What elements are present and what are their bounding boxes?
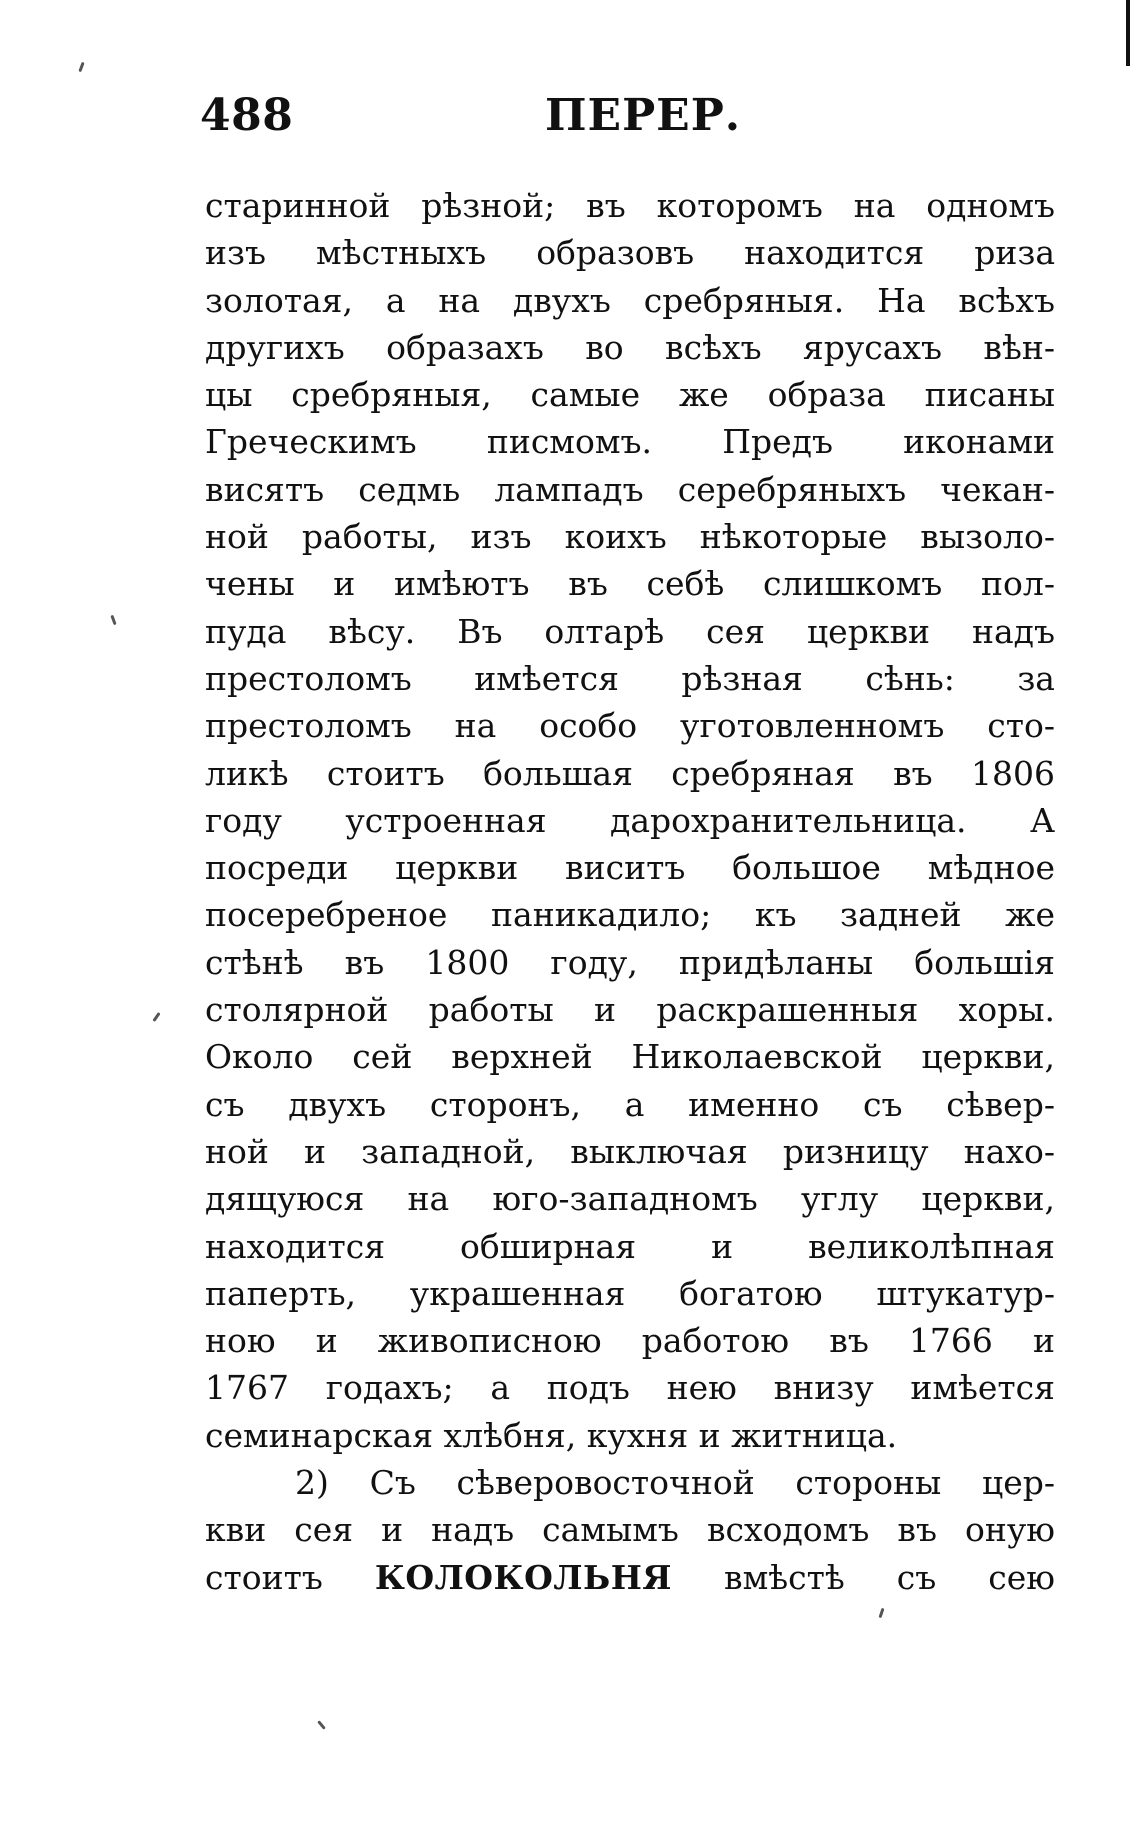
page-edge-mark bbox=[1126, 0, 1130, 66]
text-line: изъ мѣстныхъ образовъ находится риза bbox=[205, 233, 1055, 273]
text-line: 1767 годахъ; а подъ нею внизу имѣется bbox=[205, 1368, 1055, 1408]
paragraph-2-line-3-start: стоитъ bbox=[205, 1557, 323, 1597]
body-text bbox=[205, 182, 1055, 1601]
scan-speck bbox=[78, 62, 84, 72]
text-line: ной и западной, выключая ризницу нахо- bbox=[205, 1131, 1055, 1171]
text-line: пуда вѣсу. Въ олтарѣ сея церкви надъ bbox=[205, 611, 1055, 651]
text-line: посеребреное паникадило; къ задней же bbox=[205, 895, 1055, 935]
scan-speck bbox=[317, 1720, 326, 1730]
running-head: ПЕРЕР. bbox=[545, 90, 742, 141]
text-line: Около сей верхней Николаевской церкви, bbox=[205, 1037, 1055, 1077]
text-line: семинарская хлѣбня, кухня и житница. bbox=[205, 1415, 898, 1455]
scan-speck bbox=[110, 615, 116, 625]
text-line: дящуюся на юго-западномъ углу церкви, bbox=[205, 1179, 1055, 1219]
paragraph-2-line-2: кви сея и надъ самымъ всходомъ въ оную bbox=[205, 1510, 1055, 1550]
text-line: престоломъ на особо уготовленномъ сто- bbox=[205, 706, 1055, 746]
text-line: висятъ седмь лампадъ серебряныхъ чекан- bbox=[205, 469, 1055, 509]
paragraph-2-line-1: 2) Съ сѣверовосточной стороны цер- bbox=[295, 1463, 1055, 1503]
text-line: съ двухъ сторонъ, а именно съ сѣвер- bbox=[205, 1084, 1055, 1124]
text-line: ною и живописною работою въ 1766 и bbox=[205, 1321, 1055, 1361]
page-header bbox=[200, 88, 1060, 158]
page-number: 488 bbox=[200, 90, 294, 141]
text-line: столярной работы и раскрашенныя хоры. bbox=[205, 990, 1055, 1030]
text-line: престоломъ имѣется рѣзная сѣнь: за bbox=[205, 658, 1055, 698]
text-line: ной работы, изъ коихъ нѣкоторые вызоло- bbox=[205, 517, 1055, 557]
paragraph-2-line-3-end: вмѣстѣ съ сею bbox=[724, 1557, 1055, 1597]
text-line: золотая, а на двухъ сребряныя. На всѣхъ bbox=[205, 280, 1055, 320]
text-line: цы сребряныя, самые же образа писаны bbox=[205, 375, 1055, 415]
text-line: паперть, украшенная богатою штукатур- bbox=[205, 1273, 1055, 1313]
text-line: стѣнѣ въ 1800 году, придѣланы большія bbox=[205, 942, 1055, 982]
text-line: находится обширная и великолѣпная bbox=[205, 1226, 1055, 1266]
text-line: другихъ образахъ во всѣхъ ярусахъ вѣн- bbox=[205, 327, 1055, 367]
bell-tower-heading: КОЛОКОЛЬНЯ bbox=[374, 1557, 673, 1597]
paragraph-2-line-3 bbox=[205, 1554, 1055, 1601]
text-line: Греческимъ писмомъ. Предъ иконами bbox=[205, 422, 1055, 462]
text-line: посреди церкви виситъ большое мѣдное bbox=[205, 848, 1055, 888]
scan-speck bbox=[152, 1012, 160, 1022]
text-line: году устроенная дарохранительница. А bbox=[205, 800, 1055, 840]
text-line: чены и имѣютъ въ себѣ слишкомъ пол- bbox=[205, 564, 1055, 604]
text-line: старинной рѣзной; въ которомъ на одномъ bbox=[205, 186, 1055, 225]
text-line: ликѣ стоитъ большая сребряная въ 1806 bbox=[205, 753, 1055, 793]
scan-speck bbox=[879, 1608, 885, 1618]
